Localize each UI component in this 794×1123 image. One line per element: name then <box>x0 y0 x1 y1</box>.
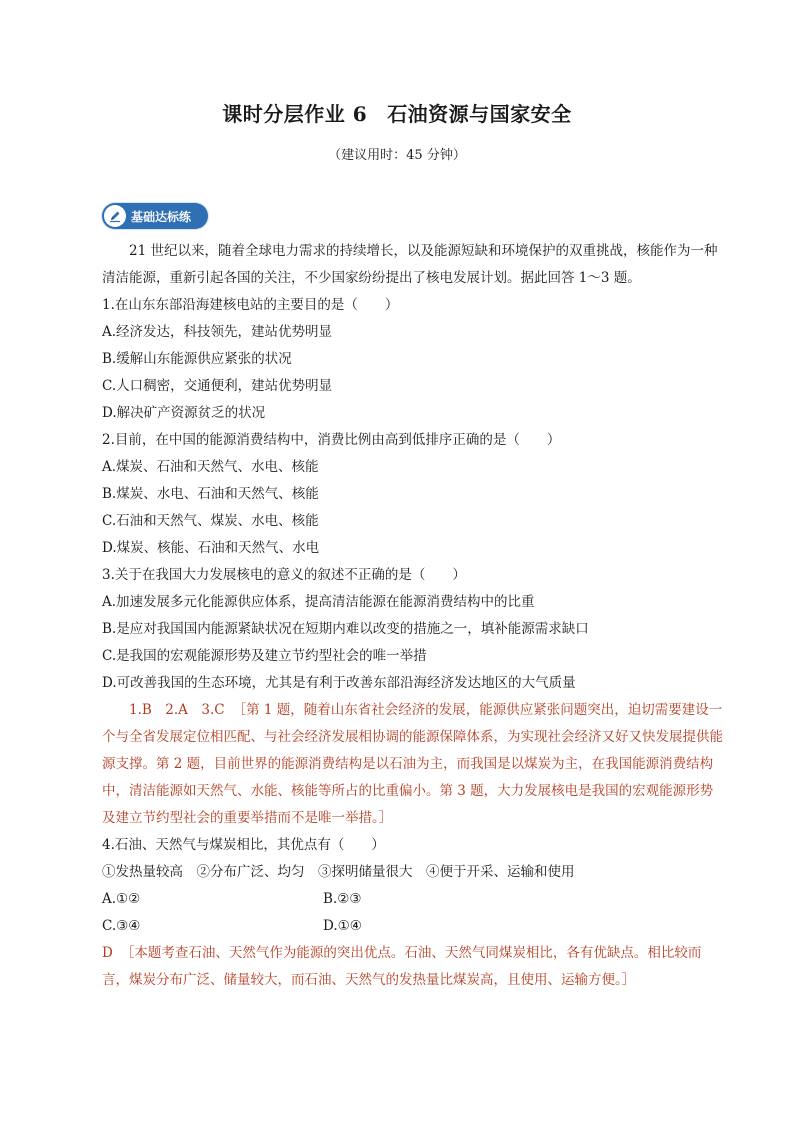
answer-block-1 <box>102 697 724 832</box>
question-4-option-b: B.②③ <box>323 891 362 907</box>
question-4-option-c: C.③④ <box>102 918 141 934</box>
question-2-option-d: D.煤炭、核能、石油和天然气、水电 <box>102 540 320 556</box>
question-2-option-b: B.煤炭、水电、石油和天然气、核能 <box>102 486 319 502</box>
title-part2: 石油资源与国家安全 <box>387 102 572 126</box>
question-1-option-b: B.缓解山东能源供应紧张的状况 <box>102 351 292 367</box>
section-badge <box>102 203 208 229</box>
page-title <box>0 98 794 127</box>
question-3-option-c: C.是我国的宏观能源形势及建立节约型社会的唯一举措 <box>102 648 427 664</box>
question-1-option-d: D.解决矿产资源贫乏的状况 <box>102 405 266 421</box>
question-4-items: ①发热量较高 ②分布广泛、均匀 ③探明储量很大 ④便于开采、运输和使用 <box>102 864 575 880</box>
question-4-options-row-2 <box>102 913 724 940</box>
question-2-option-c: C.石油和天然气、煤炭、水电、核能 <box>102 513 319 529</box>
question-1-option-c: C.人口稠密，交通便利，建站优势明显 <box>102 378 333 394</box>
question-3-option-d: D.可改善我国的生态环境，尤其是有利于改善东部沿海经济发达地区的大气质量 <box>102 675 576 691</box>
question-4-option-a: A.①② <box>102 891 141 907</box>
question-1-option-a: A.经济发达，科技领先，建站优势明显 <box>102 324 333 340</box>
question-3-stem: 3.关于在我国大力发展核电的意义的叙述不正确的是（ ） <box>102 567 466 583</box>
worksheet-body <box>102 238 724 994</box>
title-part1: 课时分层作业 6 <box>222 102 368 126</box>
question-1-stem: 1.在山东东部沿海建核电站的主要目的是（ ） <box>102 297 399 313</box>
section-label: 基础达标练 <box>131 209 192 224</box>
answer-1-explanation: ［第 1 题，随着山东省社会经济的发展，能源供应紧张问题突出，迫切需要建设一个与全省发展定位相匹配、与社会经济发展相协调的能源保障体系，为实现社会经济又好又快发展提供能源支撑。第 2 题，目前世界的能源消费结构是以石油为主，而我国是以煤炭为主，在我国能源消费结构中，清洁能源如天然气、水能、核能等所占的比重偏小。第 3 题，大力发展核电是我国的宏观能源形势及建立节约型社会的重要举措而不是唯一举措。］ <box>102 702 723 826</box>
answer-block-2 <box>102 940 724 994</box>
intro-paragraph: 21 世纪以来，随着全球电力需求的持续增长，以及能源短缺和环境保护的双重挑战，核能作为一种清洁能源，重新引起各国的关注，不少国家纷纷提出了核电发展计划。据此回答 1～3 题。 <box>102 243 718 286</box>
pencil-icon <box>104 205 126 227</box>
answer-2-key: D <box>102 945 113 961</box>
question-4-option-d: D.①④ <box>323 918 362 934</box>
question-4-options-row-1 <box>102 886 724 913</box>
question-3-option-a: A.加速发展多元化能源供应体系，提高清洁能源在能源消费结构中的比重 <box>102 594 535 610</box>
answer-1-keys: 1.B 2.A 3.C <box>129 702 225 718</box>
answer-2-explanation: ［本题考查石油、天然气作为能源的突出优点。石油、天然气同煤炭相比，各有优缺点。相比较而言，煤炭分布广泛、储量较大，而石油、天然气的发热量比煤炭高，且使用、运输方便。］ <box>102 945 702 988</box>
question-3-option-b: B.是应对我国国内能源紧缺状况在短期内难以改变的措施之一，填补能源需求缺口 <box>102 621 589 637</box>
question-2-stem: 2.目前，在中国的能源消费结构中，消费比例由高到低排序正确的是（ ） <box>102 432 561 448</box>
suggested-time: （建议用时：45 分钟） <box>328 148 466 163</box>
question-4-stem: 4.石油、天然气与煤炭相比，其优点有（ ） <box>102 837 385 853</box>
question-2-option-a: A.煤炭、石油和天然气、水电、核能 <box>102 459 319 475</box>
